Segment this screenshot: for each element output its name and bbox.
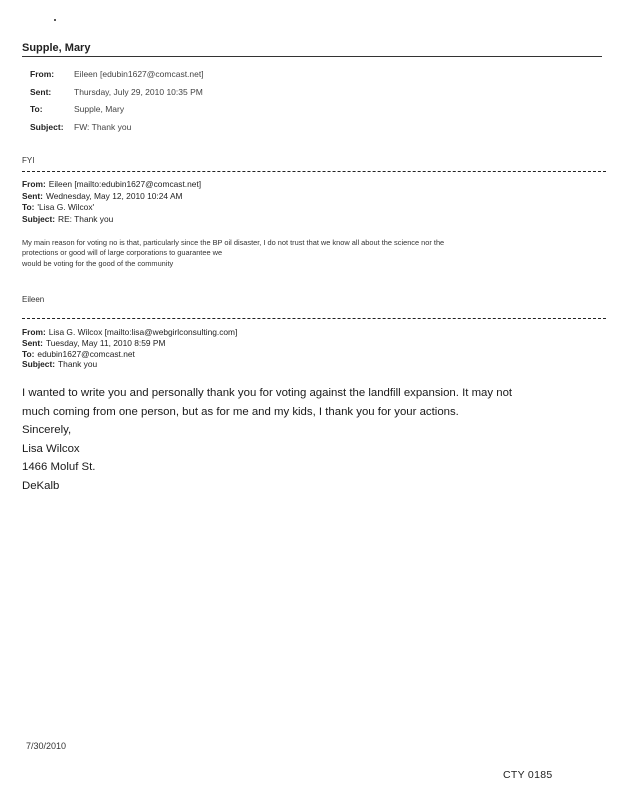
reply-line: My main reason for voting no is that, particularly since the BP oil disaster, I do not trust that we know all about the science nor the [22, 238, 445, 247]
from-value: Lisa G. Wilcox [mailto:lisa@webgirlconsulting.com] [48, 327, 238, 337]
to-label: To: [22, 348, 35, 359]
original-message-body [22, 384, 512, 495]
message-line: DeKalb [22, 479, 60, 492]
outer-subject-row [30, 119, 204, 137]
reply-message [22, 238, 444, 269]
message-line: Sincerely, [22, 424, 72, 436]
from-label: From: [22, 327, 46, 337]
forward-divider [22, 171, 606, 172]
to-value: Supple, Mary [74, 104, 125, 114]
outer-to-row [30, 101, 204, 119]
from-value: Eileen [edubin1627@comcast.net] [74, 69, 204, 79]
subject-label: Subject: [22, 213, 56, 224]
reply-signature: Eileen [22, 295, 45, 304]
sent-value: Thursday, July 29, 2010 10:35 PM [74, 86, 203, 97]
to-value: 'Lisa G. Wilcox' [37, 202, 95, 212]
from-value: Eileen [mailto:edubin1627@comcast.net] [48, 179, 202, 189]
sent-label: Sent: [22, 337, 43, 348]
sent-label: Sent: [30, 86, 52, 97]
subject-value: Thank you [58, 359, 98, 370]
forward-sent-row [22, 191, 201, 203]
forward-to-row [22, 202, 201, 214]
message-line: 1466 Moluf St. [22, 461, 96, 473]
outer-sent-row [30, 84, 204, 102]
subject-label: Subject: [30, 121, 64, 132]
reply-line: would be voting for the good of the community [22, 258, 174, 268]
outer-email-header [30, 66, 204, 136]
to-value: edubin1627@comcast.net [37, 348, 135, 359]
original-divider [22, 318, 606, 319]
forward-email-header [22, 179, 201, 225]
message-line: I wanted to write you and personally thank you for voting against the landfill expansion. It may not [22, 387, 513, 399]
to-label: To: [22, 202, 35, 212]
sender-name: Supple, Mary [22, 42, 91, 54]
message-line: Lisa Wilcox [22, 442, 80, 455]
from-label: From: [30, 69, 55, 79]
print-date: 7/30/2010 [26, 741, 67, 751]
original-from-row [22, 327, 237, 338]
scan-speck [54, 19, 56, 21]
sent-label: Sent: [22, 190, 43, 201]
forward-from-row [22, 179, 201, 191]
sent-value: Tuesday, May 11, 2010 8:59 PM [45, 337, 166, 348]
outer-from-row [30, 66, 204, 84]
from-label: From: [22, 179, 46, 189]
to-label: To: [30, 104, 43, 114]
message-line: much coming from one person, but as for me and my kids, I thank you for your actions. [22, 405, 459, 418]
original-email-header [22, 327, 237, 370]
fyi-text: FYI [22, 156, 35, 165]
original-to-row [22, 349, 237, 360]
header-divider [22, 56, 602, 57]
sent-value: Wednesday, May 12, 2010 10:24 AM [45, 190, 183, 201]
subject-value: RE: Thank you [58, 213, 114, 224]
subject-label: Subject: [22, 359, 56, 370]
forward-subject-row [22, 214, 201, 226]
original-sent-row [22, 338, 237, 349]
reply-line: protections or good will of large corporations to guarantee we [22, 248, 223, 258]
subject-value: FW: Thank you [74, 121, 132, 132]
bates-number-stamp: CTY 0185 [503, 769, 553, 781]
original-subject-row [22, 359, 237, 370]
